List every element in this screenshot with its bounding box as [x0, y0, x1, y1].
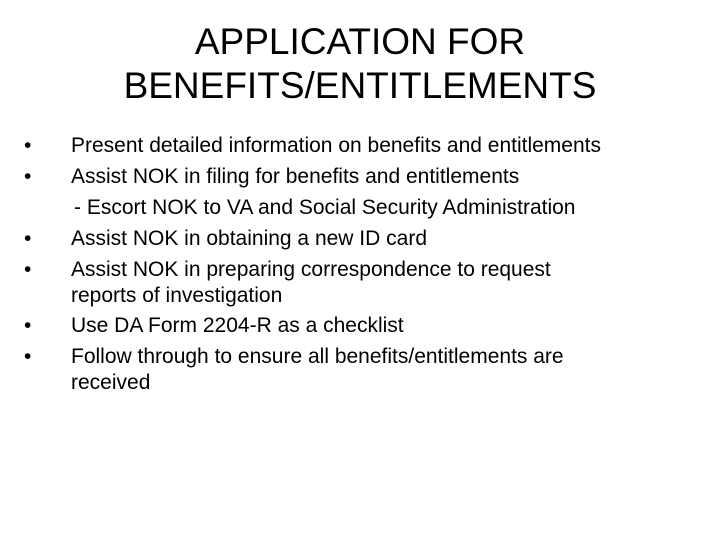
bullet-text-continuation: reports of investigation [71, 284, 283, 307]
bullet-marker: • [24, 314, 32, 337]
bullet-item [24, 130, 704, 161]
bullet-text: Use DA Form 2204-R as a checklist [71, 314, 404, 337]
bullet-item [24, 310, 704, 341]
bullet-text-continuation: received [71, 371, 151, 394]
bullet-text: Assist NOK in preparing correspondence to request [71, 258, 551, 281]
bullet-marker: • [24, 134, 32, 157]
bullet-item [24, 341, 704, 394]
bullet-text: Present detailed information on benefits and entitlements [71, 134, 601, 157]
sub-bullet-text: - Escort NOK to VA and Social Security Administration [74, 196, 576, 219]
title-line-2: BENEFITS/ENTITLEMENTS [123, 65, 597, 106]
bullet-text: Follow through to ensure all benefits/entitlements are [71, 345, 564, 368]
slide-title [0, 20, 720, 108]
bullet-item [24, 254, 704, 307]
bullet-marker: • [24, 165, 32, 188]
bullet-marker: • [24, 345, 32, 368]
bullet-item [24, 223, 704, 254]
title-line-1: APPLICATION FOR [194, 21, 526, 62]
bullet-list [24, 130, 704, 397]
bullet-text: Assist NOK in filing for benefits and entitlements [71, 165, 520, 188]
bullet-marker: • [24, 258, 32, 281]
bullet-marker: • [24, 227, 32, 250]
bullet-text: Assist NOK in obtaining a new ID card [71, 227, 427, 250]
bullet-item [24, 161, 704, 223]
